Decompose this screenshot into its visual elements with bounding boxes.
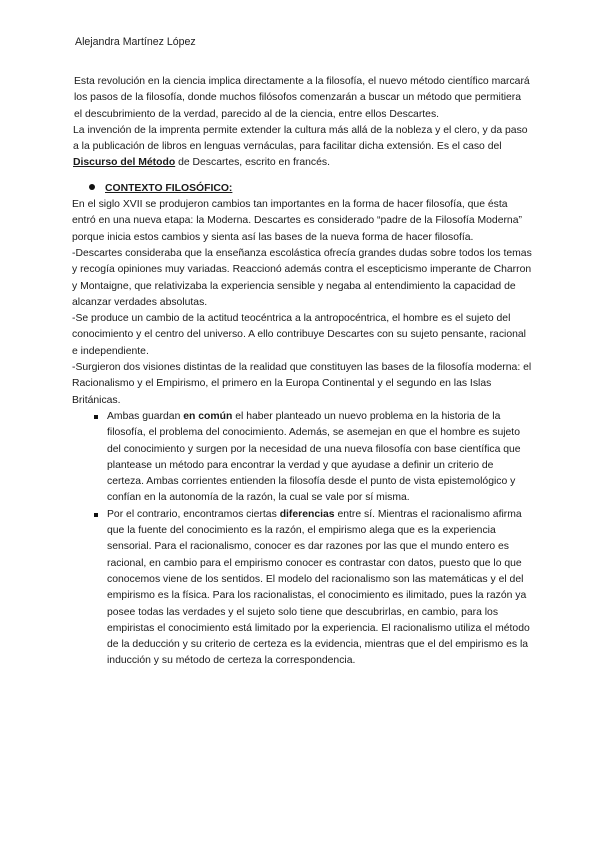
bullet-list (72, 409, 532, 670)
section-paragraph-3: -Se produce un cambio de la actitud teocéntrica a la antropocéntrica, el hombre es el sujeto del conocimiento y el centro del universo. A ello contribuye Descartes con su sujeto pensante, racional e independiente. (72, 313, 526, 357)
section-heading (72, 181, 532, 197)
document-body (72, 74, 532, 670)
intro-paragraph-2-text-a: La invención de la imprenta permite extender la cultura más allá de la nobleza y el clero, y da paso a la publicación de libros en lenguas vernáculas, para facilitar dicha extensión. Es el caso del (73, 124, 528, 153)
list-item (107, 409, 532, 507)
intro-paragraph-2-text-b: de Descartes, escrito en francés. (175, 157, 330, 169)
bullet-1-text-b: el haber planteado un nuevo problema en la historia de la filosofía, el problema del conocimiento. Además, se asemejan en que el hombre es sujeto del conocimiento y surgen por la necesidad de una nueva filosofía con base científica que plantease un método para encontrar la verdad y que ayudase a definir un criterio de certeza. Ambas corrientes entienden la filosofía desde el punto de vista epistemológico y confían en la autonomía de la razón, la cual se vale por sí misma. (107, 410, 521, 504)
bullet-1-text-a: Ambas guardan (107, 410, 184, 422)
square-bullet-icon (94, 415, 98, 419)
section-paragraph-4: -Surgieron dos visiones distintas de la realidad que constituyen las bases de la filosofía moderna: el Racionalismo y el Empirismo, el primero en la Europa Continental y el segundo en las Islas Británicas. (72, 362, 532, 406)
section-paragraph-1: En el siglo XVII se produjeron cambios tan importantes en la forma de hacer filosofía, que ésta entró en una nueva etapa: la Moderna. Descartes es considerado “padre de la Filosofía Moderna” porque inicia estos cambios y sienta así las bases de la nueva forma de hacer filosofía. (72, 199, 522, 243)
bullet-2-text-b: entre sí. Mientras el racionalismo afirma que la fuente del conocimiento es la razón, el empirismo alega que es la experiencia sensorial. Para el racionalismo, conocer es dar razones por las que el mundo entero es racional, en cambio para el empirismo conocer es contrastar con datos, puesto que lo que conocemos viene de los sentidos. El modelo del racionalismo son las matemáticas y el del empirismo es la física. Para los racionalistas, el conocimiento es ilimitado, pues la razón ya posee todas las verdades y el sujeto solo tiene que descubrirlas, en cambio, para los empiristas el conocimiento está limitado por la experiencia. El racionalismo utiliza el método de la deducción y su criterio de certeza es la evidencia, mientras que el del empirismo es la inducción y su método de certeza la correspondencia. (107, 508, 530, 667)
square-bullet-icon (94, 513, 98, 517)
section-paragraph-2: -Descartes consideraba que la enseñanza escolástica ofrecía grandes dudas sobre todos los temas y recogía opiniones muy variadas. Reaccionó además contra el escepticismo imperante de Charron y Montaigne, que relativizaba la experiencia sensible y negaba al entendimiento la capacidad de alcanzar verdades absolutas. (72, 247, 532, 308)
bullet-2-bold: diferencias (279, 508, 335, 520)
intro-paragraph-2 (72, 123, 532, 172)
intro-paragraph-1: Esta revolución en la ciencia implica directamente a la filosofía, el nuevo método científico marcará los pasos de la filosofía, donde muchos filósofos comenzarán a buscar un método que permitiera el descubrimiento de la verdad, parecido al de la ciencia, entre ellos Descartes. (74, 76, 530, 120)
bullet-dot-icon (89, 184, 95, 190)
page-header-author: Alejandra Martínez López (75, 36, 196, 48)
bullet-1-bold: en común (183, 410, 233, 422)
book-title: Discurso del Método (73, 157, 176, 169)
bullet-2-text-a: Por el contrario, encontramos ciertas (107, 508, 280, 520)
section-heading-text: CONTEXTO FILOSÓFICO: (105, 182, 233, 194)
list-item (107, 507, 532, 670)
